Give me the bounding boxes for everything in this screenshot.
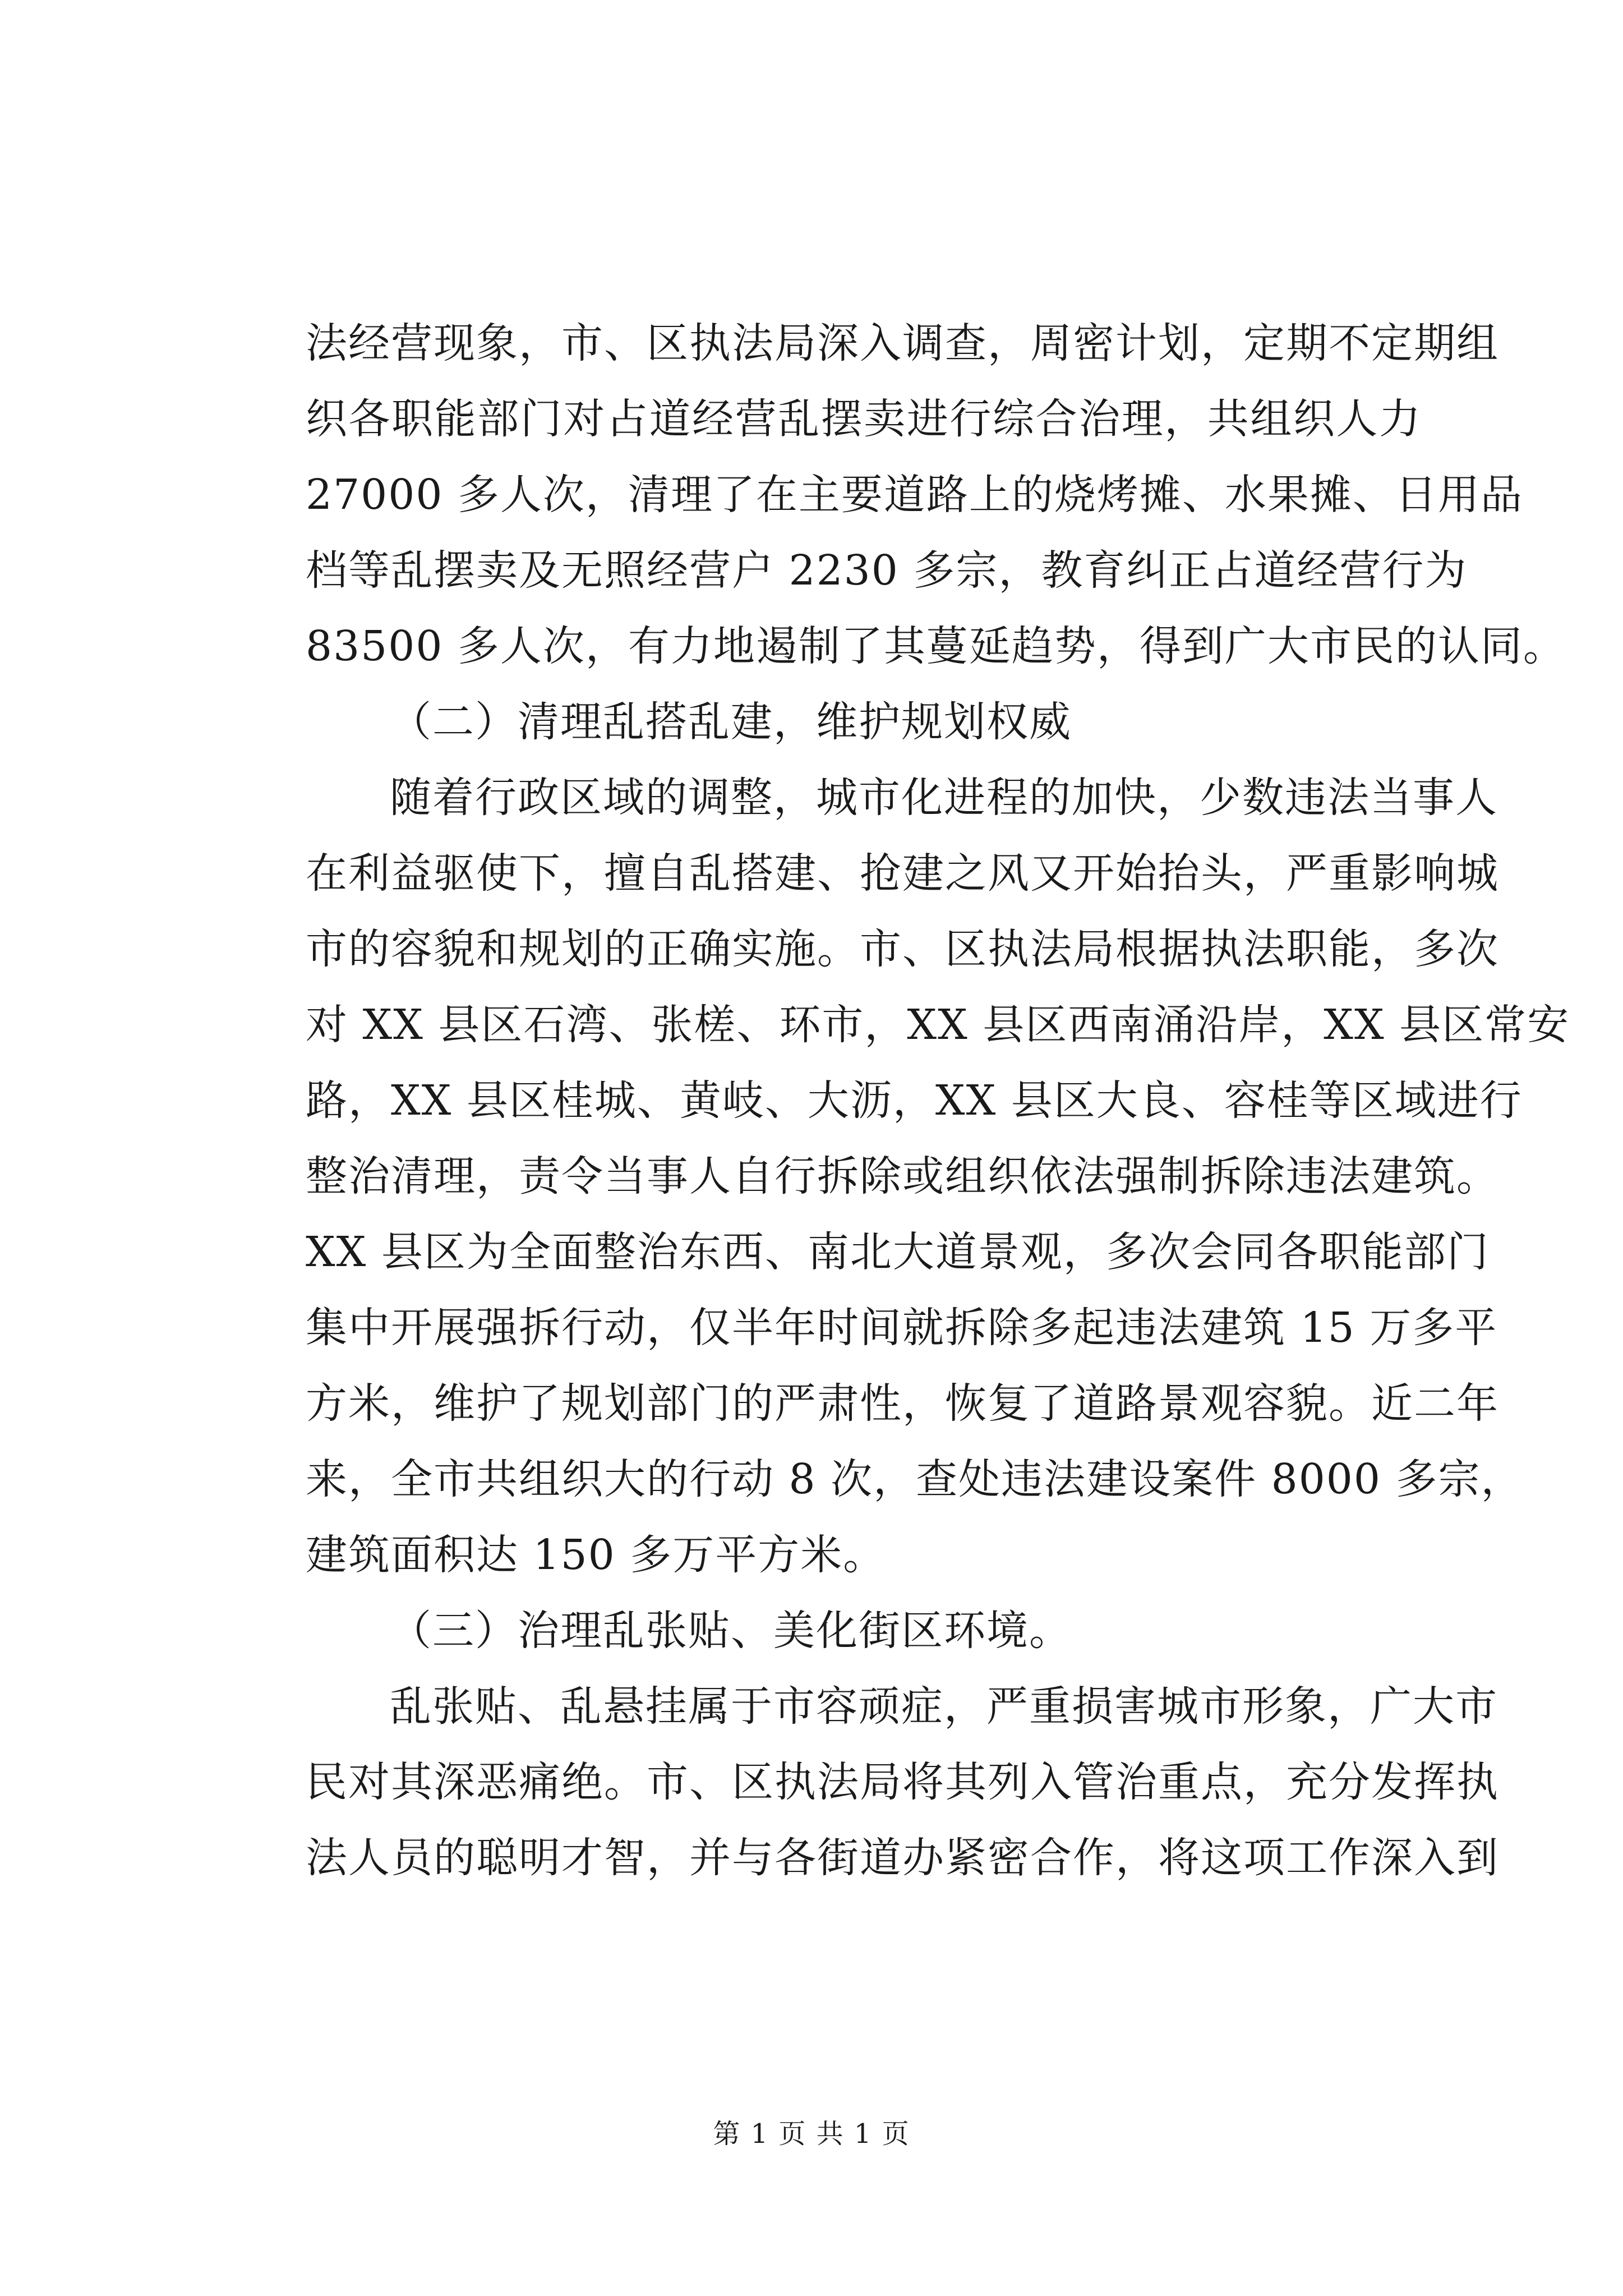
text-line: 织各职能部门对占道经营乱摆卖进行综合治理，共组织人力 (306, 395, 1422, 443)
text-line: 法经营现象，市、区执法局深入调查，周密计划，定期不定期组 (306, 319, 1499, 367)
section-heading: （二）清理乱搭乱建，维护规划权威 (390, 698, 1072, 746)
text-line: 市的容貌和规划的正确实施。市、区执法局根据执法职能，多次 (306, 925, 1499, 973)
text-line: 建筑面积达 150 多万平方米。 (306, 1531, 886, 1579)
text-line: 在利益驱使下，擅自乱搭建、抢建之风又开始抬头，严重影响城 (306, 849, 1499, 898)
text-line: 83500 多人次，有力地遏制了其蔓延趋势，得到广大市民的认同。 (306, 622, 1566, 670)
page-number-label: 第 1 页 共 1 页 (713, 2118, 910, 2150)
text-line: 乱张贴、乱悬挂属于市容顽症，严重损害城市形象，广大市 (390, 1682, 1498, 1731)
text-line: 法人员的聪明才智，并与各街道办紧密合作，将这项工作深入到 (306, 1834, 1499, 1882)
text-line: 随着行政区域的调整，城市化进程的加快，少数违法当事人 (390, 774, 1498, 822)
text-line: 对 XX 县区石湾、张槎、环市，XX 县区西南涌沿岸，XX 县区常安 (306, 1001, 1570, 1049)
text-line: 方米，维护了规划部门的严肃性，恢复了道路景观容貌。近二年 (306, 1379, 1499, 1428)
text-line: 民对其深恶痛绝。市、区执法局将其列入管治重点，充分发挥执 (306, 1758, 1499, 1806)
text-line: 档等乱摆卖及无照经营户 2230 多宗，教育纠正占道经营行为 (306, 546, 1468, 595)
text-line: 整治清理，责令当事人自行拆除或组织依法强制拆除违法建筑。 (306, 1152, 1499, 1200)
section-heading: （三）治理乱张贴、美化街区环境。 (390, 1607, 1072, 1655)
text-line: 路，XX 县区桂城、黄岐、大沥，XX 县区大良、容桂等区域进行 (306, 1076, 1523, 1125)
page-footer (0, 2112, 1623, 2151)
text-line: 27000 多人次，清理了在主要道路上的烧烤摊、水果摊、日用品 (306, 471, 1523, 519)
text-line: XX 县区为全面整治东西、南北大道景观，多次会同各职能部门 (306, 1228, 1490, 1276)
document-body (306, 306, 1570, 1896)
text-line: 集中开展强拆行动，仅半年时间就拆除多起违法建筑 15 万多平 (306, 1304, 1498, 1352)
text-line: 来，全市共组织大的行动 8 次，查处违法建设案件 8000 多宗， (306, 1455, 1524, 1503)
